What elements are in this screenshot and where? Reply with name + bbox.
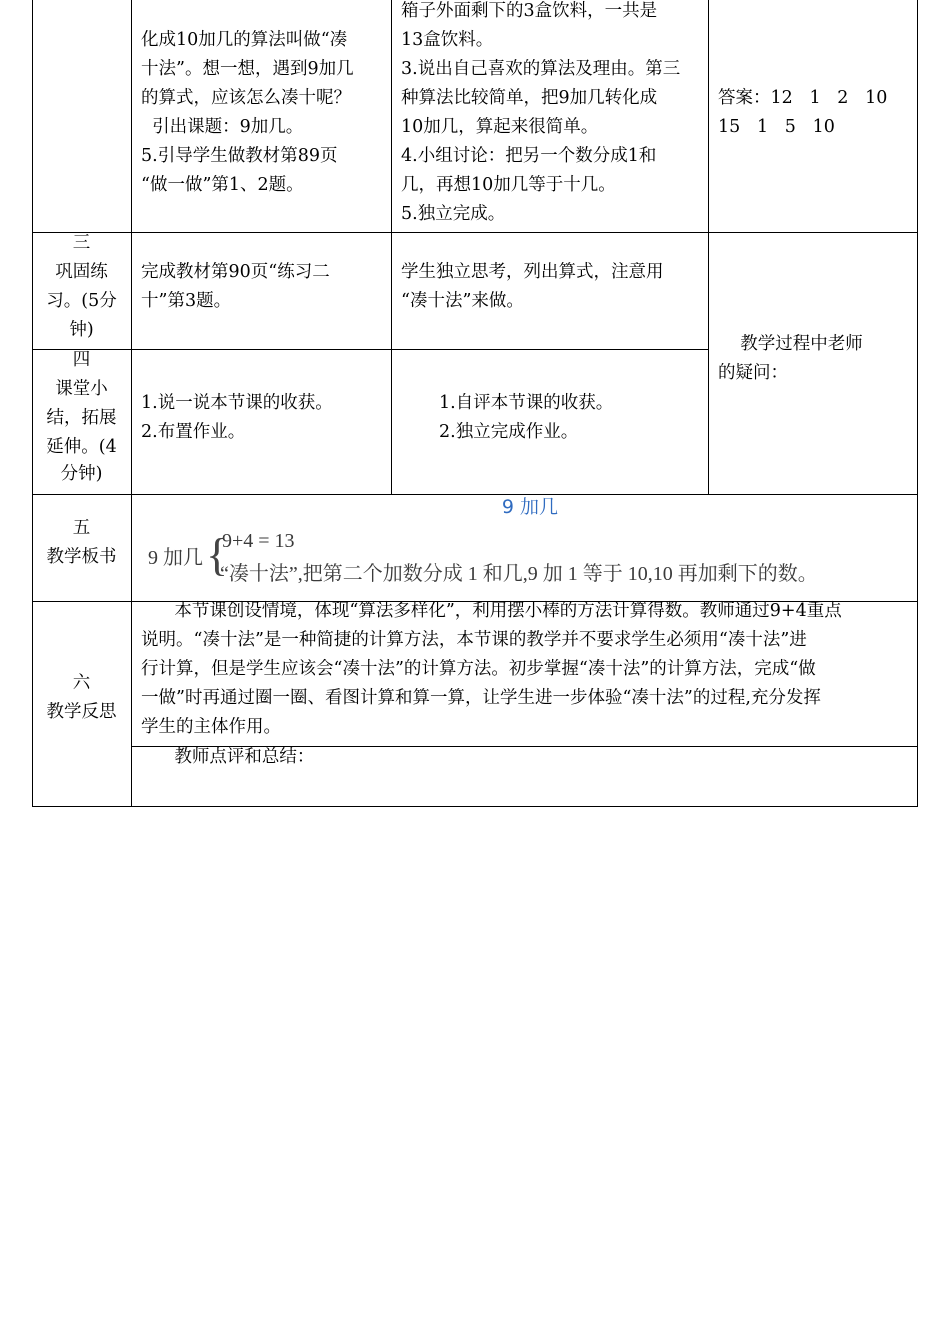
col-divider-teacher (391, 0, 392, 494)
student-line-1: 箱子外面剩下的3盒饮料，一共是 (401, 1, 658, 21)
col-divider-label (131, 0, 132, 806)
reflection-line-3: 行计算，但是学生应该会“凑十法”的计算方法。初步掌握“凑十法”的计算方法，完成“做 (141, 659, 816, 679)
teacher-comment-label: 教师点评和总结： (141, 747, 315, 767)
row4-student-2: 2.独立完成作业。 (439, 422, 579, 442)
student-line-2: 13盒饮料。 (401, 30, 494, 50)
row3-label-3: 习。(5分 (46, 291, 117, 311)
row5-label-2: 教学板书 (46, 547, 117, 567)
row5-label-1: 五 (72, 518, 91, 538)
student-line-7: 几，再想10加几等于十几。 (401, 175, 616, 195)
row3-label-1: 三 (72, 233, 91, 253)
col-divider-student (708, 0, 709, 494)
row3-teacher-2: 十”第3题。 (141, 291, 232, 311)
student-line-4: 种算法比较简单，把9加几转化成 (401, 88, 658, 108)
row4-label-1: 四 (72, 350, 91, 370)
row6-label-2: 教学反思 (46, 702, 117, 722)
reflection-line-5: 学生的主体作用。 (141, 717, 281, 737)
blackboard-title: 9 加几 (501, 496, 559, 518)
teacher-line-3: 的算式，应该怎么凑十呢？ (141, 88, 351, 108)
row3-student-1: 学生独立思考，列出算式，注意用 (401, 262, 664, 282)
reflection-line-1: 本节课创设情境，体现“算法多样化”，利用摆小棒的方法计算得数。教师通过9+4重点 (141, 601, 842, 621)
table-border-right (917, 0, 918, 806)
row-divider-3 (32, 494, 918, 495)
row3-teacher-1: 完成教材第90页“练习二 (141, 262, 330, 282)
row4-teacher-1: 1.说一说本节课的收获。 (141, 393, 333, 413)
row4-label-4: 延伸。(4 (46, 437, 117, 457)
teacher-line-2: 十法”。想一想，遇到9加几 (141, 59, 354, 79)
row3-label-2: 巩固练 (55, 262, 108, 282)
row4-teacher-2: 2.布置作业。 (141, 422, 246, 442)
row6-label-1: 六 (72, 673, 91, 693)
doubts-line-2: 的疑问： (718, 363, 788, 383)
teacher-line-5: 5.引导学生做教材第89页 (141, 146, 338, 166)
blackboard-line-1: 9+4 = 13 (222, 530, 295, 552)
student-line-3: 3.说出自己喜欢的算法及理由。第三 (401, 59, 681, 79)
doubts-line-1: 教学过程中老师 (718, 334, 863, 354)
answers-line-2: 15 1 5 10 (718, 117, 835, 137)
row-divider-1 (32, 232, 918, 233)
blackboard-line-2: “凑十法”,把第二个加数分成 1 和几,9 加 1 等于 10,10 再加剩下的数。 (220, 563, 818, 585)
row3-label-4: 钟) (69, 320, 94, 340)
student-line-8: 5.独立完成。 (401, 204, 506, 224)
student-line-6: 4.小组讨论：把另一个数分成1和 (401, 146, 657, 166)
teacher-line-4: 引出课题：9加几。 (141, 117, 304, 137)
teacher-line-6: “做一做”第1、2题。 (141, 175, 304, 195)
student-line-5: 10加几，算起来很简单。 (401, 117, 599, 137)
row-divider-2 (32, 349, 709, 350)
row4-label-2: 课堂小 (55, 379, 108, 399)
blackboard-brace: { (206, 529, 229, 580)
reflection-line-4: 一做”时再通过圈一圈、看图计算和算一算，让学生进一步体验“凑十法”的过程,充分发挥 (141, 688, 821, 708)
table-border-bottom (32, 806, 918, 807)
row3-student-2: “凑十法”来做。 (401, 291, 524, 311)
row4-student-1: 1.自评本节课的收获。 (439, 393, 614, 413)
teacher-line-1: 化成10加几的算法叫做“凑 (141, 30, 348, 50)
row4-label-3: 结，拓展 (46, 408, 117, 428)
answers-line-1: 答案：12 1 2 10 (718, 88, 888, 108)
row4-label-5: 分钟) (60, 464, 103, 484)
blackboard-left-label: 9 加几 (148, 547, 203, 569)
reflection-line-2: 说明。“凑十法”是一种简捷的计算方法，本节课的教学并不要求学生必须用“凑十法”进 (141, 630, 807, 650)
